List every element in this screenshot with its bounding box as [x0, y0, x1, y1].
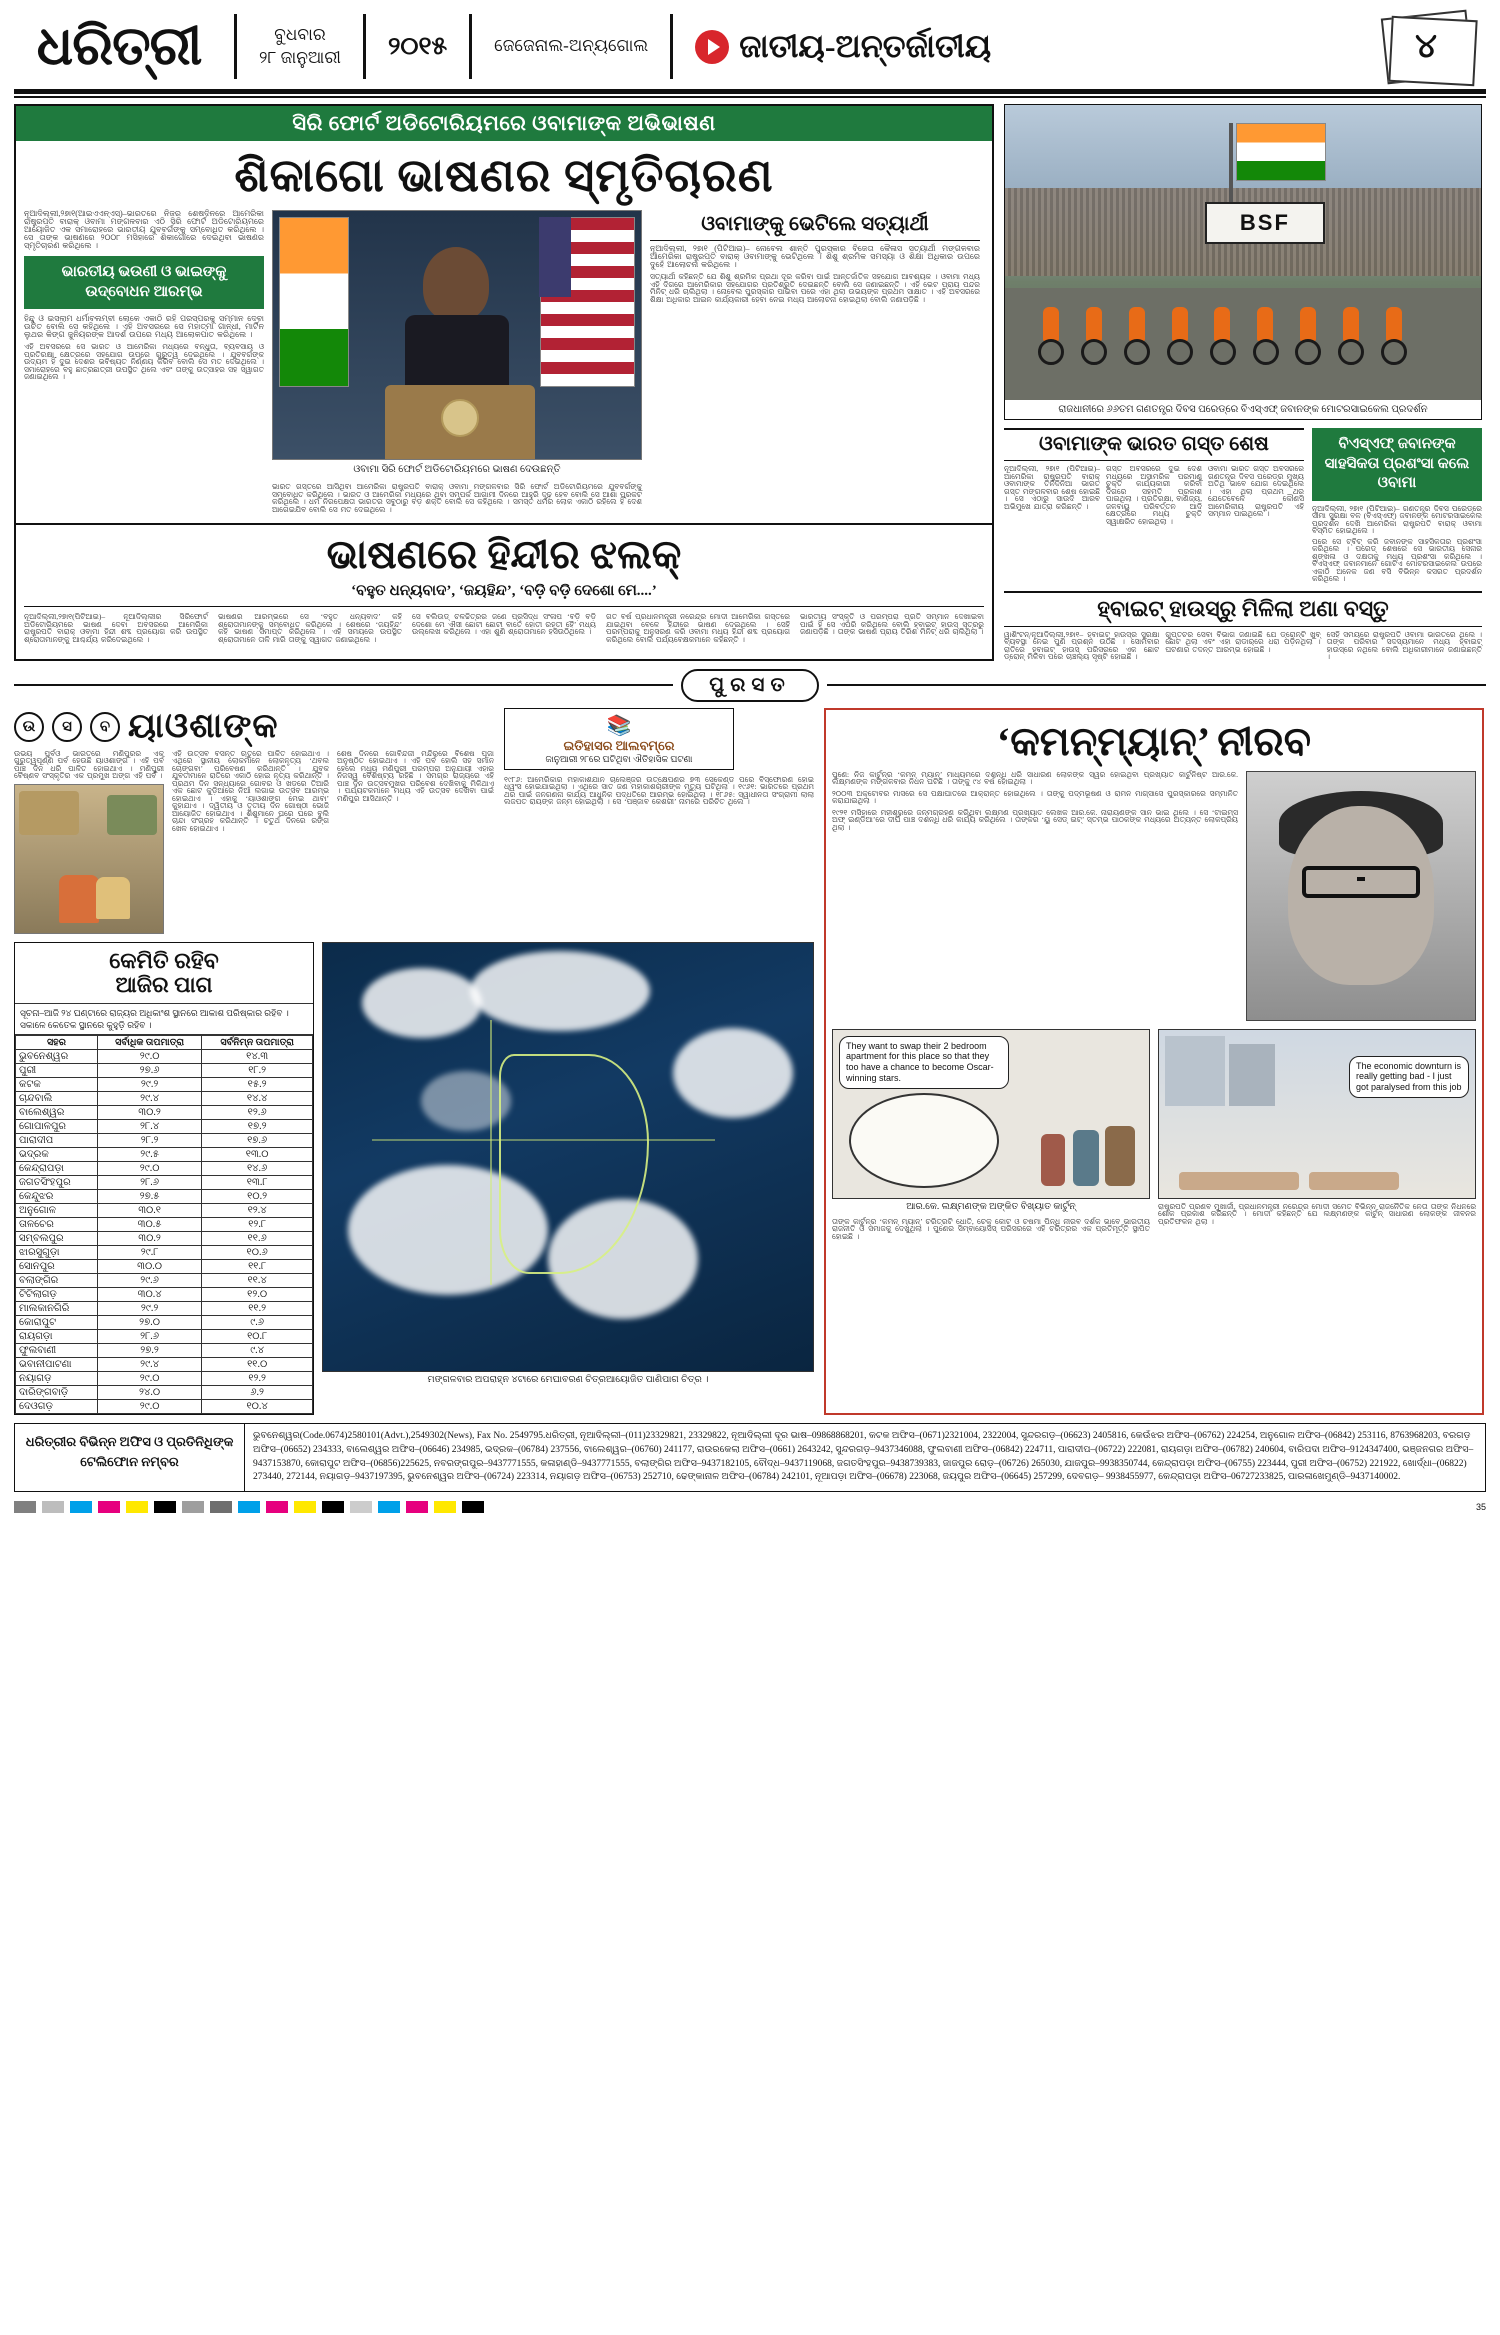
- divider: [363, 14, 366, 79]
- weather-min: ୧୭.୬: [202, 1134, 313, 1148]
- yaoshang-body: ଉଭୟ ପୂର୍ବଓ ଭାରତରେ ମଣିପୁରର ଏକ ଗୁରୁତ୍ୱପୂର୍ଣ୍ଣ ପର୍ବ ହେଉଛି ୟାଓଶାଙ୍ଗ । ଏହି ପର୍ବ ପାଞ୍ଚ ଦିନ ଧରି ପାଳିତ ହୋଇଥାଏ । ମଣିପୁରୀ ବୈଷ୍ଣବ ସଂସ୍କୃତିର ଏକ ପ୍ରମୁଖ ଅଙ୍ଗ ଏହି ପର୍ବ ।: [14, 748, 164, 780]
- lead-col1-body: ନୂଆଦିଲ୍ଲୀ,୨୭ା୧(ଆଇଏଏନ୍ଏସ୍)–ଭାରତରେ ନିଜର ଶେଷଦିନରେ ଆମେରିକା ରାଷ୍ଟ୍ରପତି ବାରାକ୍ ଓବାମା ମଙ୍ଗଳବାର ଏଠି ସିରି ଫୋର୍ଟ ଅଡିଟୋରିୟମରେ ଆୟୋଜିତ ଏକ ସମାରୋହରେ ଭାରତୀୟ ଯୁବବର୍ଗଙ୍କୁ ସମ୍ବୋଧିତ କରିଥିଲେ । ସେ ତାଙ୍କ ଭାଷଣରେ ୨୦୦୮ ମସିହାରେ ଶିକାଗୋରେ ଦେଇଥିବା ଭାଷଣର ସ୍ମୃତିଚାରଣ କରିଥିଲେ ।: [24, 209, 264, 250]
- weather-max: ୨୪.୦: [97, 1386, 201, 1400]
- lakshman-portrait: [1246, 771, 1476, 1021]
- hindi-body-filler-4: ଭାରତୀୟ ସଂସ୍କୃତି ଓ ପରମ୍ପରା ପ୍ରତି ସମ୍ମାନ ଦେଖାଇବା ପାଇଁ ହିଁ ସେ ଏପରି କରିଥିଲେ ବୋଲି ହ୍ବାଇଟ୍ ହାଉସ୍ ସୂତ୍ରରୁ ଜଣାପଡ଼ିଛି । ତାଙ୍କ ଭାଷଣ ପ୍ରାୟ ତିରିଶ ମିନିଟ୍ ଧରି ଚାଲିଥିଲା ।: [800, 612, 984, 636]
- lead-column-3: [650, 210, 980, 513]
- weather-city: ସୋନପୁର: [16, 1260, 98, 1274]
- yaoshang-filler1: ଏହି ଉତ୍ସବ ବସନ୍ତ ଋତୁରେ ପାଳିତ ହୋଇଥାଏ । ଏଥିରେ ସ୍ଥାନୀୟ ଲୋକମାନେ ଲୋକନୃତ୍ୟ ‘ଥବଲ ଚୋଙ୍ଗବା’ ପରିବେଷଣ କରିଥାନ୍ତି । ଯୁବକ ଯୁବତୀମାନେ ରାତିରେ ଏକାଠି ହୋଇ ନୃତ୍ୟ କରିଥାନ୍ତି । ପ୍ରଥମ ଦିନ ସନ୍ଧ୍ୟାରେ ଗୋବର ଓ ଖଡ଼ରେ ତିଆରି ଏକ ଛୋଟ କୁଡ଼ିଆରେ ନିଆଁ ଲଗାଇ ଉତ୍ସବ ଆରମ୍ଭ ହୋଇଥାଏ । ଏହାକୁ ‘ୟାଓଶାଙ୍ଗ ମେଇ ଥାବା’ କୁହାଯାଏ । ଦ୍ୱିତୀୟ ଓ ତୃତୀୟ ଦିନ ଗୋଷ୍ଠୀ ଭୋଜି ଆୟୋଜିତ ହୋଇଥାଏ । ଶିଶୁମାନେ ଘରେ ଘରେ ବୁଲି ଚାନ୍ଦା ସଂଗ୍ରହ କରିଥାନ୍ତି । ଚତୁର୍ଥ ଦିନରେ ରଙ୍ଗ ଖେଳ ହୋଇଥାଏ ।: [172, 748, 329, 833]
- table-row: [16, 1302, 313, 1316]
- weather-col-max: ସର୍ବାଧିକ ତାପମାତ୍ରା: [97, 1036, 201, 1050]
- footer-contacts: ଭୁବନେଶ୍ୱର(Code.0674)2580101(Advt.),2549302(News), Fax No. 2549795.ଧରିତ୍ରୀ, ନୂଆଦିଲ୍ଲୀ–(011)23329821, 23329822, ନୂଆଦିଲ୍ଲୀ ଦୂର ଭାଷ–09868868201, କଟକ ଅଫିସ–(0671)2321004, 2322004, ସୁନ୍ଦରଗଡ଼–(06623) 2405816, କେଉଁଝର ଅଫିସ–(06762) 224254, ଅନୁଗୋଳ ଅଫିସ–(06842) 253116, 8763968203, ବରଗଡ଼ ଅଫିସ–(06652) 234333, ବାଲେଶ୍ୱର ଅଫିସ–(06646) 234985, ଭଦ୍ରକ–(06784) 237556, ବାଲେଶ୍ୱର–(06760) 241177, ରାଉରକେଲା ଅଫିସ–(0661) 2643242, ସୁନ୍ଦରଗଡ଼–9437346088, ଫୁଲବାଣୀ ଅଫିସ–(06842) 224711, ପାରାଦୀପ–(06722) 222081, ରାୟଗଡ଼ା ଅଫିସ–(06782) 240604, ବାରିପଦା ଅଫିସ–9124347400, ଭଞ୍ଜନଗର ଅଫିସ–9437153870, କୋରାପୁଟ ଅଫିସ–(06856)225625, ନବରଙ୍ଗପୁର–9437771555, କଳାହାଣ୍ଡି–9437771555, ବଲାଙ୍ଗିର ଅଫିସ–9437182105, ବୌଦ୍ଧ–9437119068, ଜଗତସିଂହପୁର–9438739383, ଜାଜପୁର ରୋଡ଼–(06726) 265030, ଯାଜପୁର–9938350744, କେନ୍ଦ୍ରାପଡ଼ା ଅଫିସ–(06755) 223444, ପୁରୀ ଅଫିସ–(06752) 221922, ଖୋର୍ଦ୍ଧା–(06822) 273440, 272144, ନୟାଗଡ଼–9437197395, ଭୁବନେଶ୍ୱର ଅଫିସ–(06724) 223314, ନୟାଗଡ଼ ଅଫିସ–(06753) 252710, ଢେଙ୍କାନାଳ ଅଫିସ–(06784) 242101, ନୂଆପଡ଼ା ଅଫିସ–(06678) 223068, ଜୟପୁର ଅଫିସ–(06645) 257299, ଦେବଗଡ଼– 9938455977, କେନ୍ଦ୍ରାପଡ଼ା ଅଫିସ–06727233825, ପାରଳାଖେମୁଣ୍ଡି–9437140002.: [253, 1431, 1474, 1483]
- cartoon-1-label: ଆର.କେ. ଲକ୍ଷ୍ମଣଙ୍କ ଅଙ୍କିତ ବିଖ୍ୟାତ କାର୍ଟୁନ୍: [906, 1201, 1076, 1212]
- weather-max: ୩୦.୨: [97, 1106, 201, 1120]
- weather-city: ପୁରୀ: [16, 1064, 98, 1078]
- hindi-body-filler-1: ଭାଷଣର ଆରମ୍ଭରେ ସେ ‘ବହୁତ ଧନ୍ୟବାଦ’ କହି ଶ୍ରୋତାମାନଙ୍କୁ ସମ୍ବୋଧିତ କରିଥିଲେ । ଶେଷରେ ‘ଜୟହିନ୍ଦ’ କହି ଭାଷଣ ସମାପ୍ତ କରିଥିଲେ । ଏହି ସମୟରେ ଉପସ୍ଥିତ ଶ୍ରୋତାମାନେ ତାଳି ମାରି ତାଙ୍କୁ ସ୍ୱାଗତ ଜଣାଇଥିଲେ ।: [218, 612, 402, 644]
- whitehouse-headline: ହ୍ବାଇଟ୍ ହାଉସ୍‌ରୁ ମିଳିଲା ଅଣା ବସ୍ତୁ: [1004, 591, 1482, 627]
- weather-max: ୨୯.୬: [97, 1274, 201, 1288]
- book-icon: 📚: [606, 714, 632, 737]
- weather-note: ସୂଚନା–ଆଜି ୨୪ ଘଣ୍ଟାରେ ରାଜ୍ୟର ଅଧିକାଂଶ ସ୍ଥାନରେ ଆକାଶ ପରିଷ୍କାର ରହିବ । ସକାଳେ କେତେକ ସ୍ଥାନରେ କୁହୁଡ଼ି ରହିବ ।: [15, 1003, 313, 1035]
- weather-min: ୧୧.୮: [202, 1260, 313, 1274]
- ithihas-title: ଇତିହାସର ଆଲବମ୍‌ରେ: [563, 737, 675, 753]
- weather-min: ୧୭.୨: [202, 1120, 313, 1134]
- weather-title: [15, 943, 313, 1003]
- table-row: [16, 1190, 313, 1204]
- weather-max: ୨୮.୬: [97, 1176, 201, 1190]
- parade-photo-box: [1004, 104, 1482, 420]
- obama-visit-end-body: ନୂଆଦିଲ୍ଲୀ, ୨୭ା୧ (ପିଟିଆଇ)– ଆମେରିକା ରାଷ୍ଟ୍ରପତି ବାରାକ୍ ଓବାମାଙ୍କ ତିନିଦିନିଆ ଭାରତ ଗସ୍ତ ମଙ୍ଗଳବାର ଶେଷ ହୋଇଛି । ସେ ଏଠାରୁ ସାଉଦି ଆରବ ଅଭିମୁଖେ ଯାତ୍ରା କରିଛନ୍ତି ।: [1004, 464, 1100, 511]
- weather-city: କୋରାପୁଟ: [16, 1316, 98, 1330]
- yaoshang-title: ୟାଓଶାଙ୍କ: [128, 707, 279, 745]
- lead-col2-filler: ଭାରତ ଗସ୍ତରେ ଆସିଥିବା ଆମେରିକା ରାଷ୍ଟ୍ରପତି ବାରାକ୍ ଓବାମା ମଙ୍ଗଳବାର ସିରି ଫୋର୍ଟ ଅଡିଟୋରିୟମରେ ଯୁବବର୍ଗଙ୍କୁ ସମ୍ବୋଧିତ କରିଥିଲେ । ଭାରତ ଓ ଆମେରିକା ମଧ୍ୟରେ ଥିବା ସମ୍ପର୍କ ଆଗାମୀ ଦିନରେ ଆହୁରି ଦୃଢ଼ ହେବ ବୋଲି ସେ ଆଶା ପ୍ରକଟ କରିଥିଲେ । ଧର୍ମ ନିରପେକ୍ଷତା ଭାରତର ସବୁଠାରୁ ବଡ଼ ଶକ୍ତି ବୋଲି ସେ କହିଥିଲେ । ସମସ୍ତ ଧର୍ମର ଲୋକ ଏକାଠି ରହିଲେ ହିଁ ଦେଶ ଆଗେଇଯିବ ବୋଲି ସେ ମତ ଦେଇଥିଲେ ।: [272, 482, 642, 514]
- lead-column-1: [24, 210, 264, 513]
- table-row: [16, 1246, 313, 1260]
- weather-max: ୨୯.୫: [97, 1148, 201, 1162]
- whitehouse-filler2: ସେହି ସମୟରେ ରାଷ୍ଟ୍ରପତି ଓବାମା ଭାରତରେ ଥିଲେ । ତାଙ୍କ ପରିବାର ସଦସ୍ୟମାନେ ମଧ୍ୟ ହ୍ବାଇଟ୍ ହାଉସ୍‌ରେ ନଥିଲେ ବୋଲି ଅଧିକାରୀମାନେ ଜଣାଇଛନ୍ତି ।: [1326, 629, 1482, 661]
- comman-filler3: ରାଷ୍ଟ୍ରପତି ପ୍ରଣବ ମୁଖାର୍ଜୀ, ପ୍ରଧାନମନ୍ତ୍ରୀ ନରେନ୍ଦ୍ର ମୋଦୀ ସମେତ ବିଭିନ୍ନ ରାଜନୈତିକ ନେତା ତାଙ୍କ ନିଧନରେ ଶୋକ ପ୍ରକାଶ କରିଛନ୍ତି । ମୋଦୀ କହିଛନ୍ତି ଯେ ଲକ୍ଷ୍ମଣଙ୍କ କାର୍ଟୁନ୍ ସାଧାରଣ ଲୋକଙ୍କ ଜୀବନର ପ୍ରତିଫଳନ ଥିଲା ।: [1158, 1201, 1477, 1226]
- purasat-label: ପୁରସତ: [681, 669, 818, 702]
- whitehouse-filler1: ଗୁପ୍ତଚର ସେବା ବିଭାଗ ଜଣାଇଛି ଯେ ଡ୍ରୋନ୍‌ଟି ଖୁବ୍ ଛୋଟ ଥିଲା ଏବଂ ଏହା ରାଡାର୍‌ରେ ଧରା ପଡ଼ିନଥିଲା । ଘଟଣାର ତଦନ୍ତ ଆରମ୍ଭ ହୋଇଛି ।: [1165, 629, 1321, 654]
- weather-city: ପାରାଦୀପ: [16, 1134, 98, 1148]
- weather-city: ଭଦ୍ରକ: [16, 1148, 98, 1162]
- weather-max: ୨୯.୦: [97, 1372, 201, 1386]
- weather-min: ୧୩.୦: [202, 1148, 313, 1162]
- weather-min: ୧୦.୬: [202, 1246, 313, 1260]
- weather-max: ୩୦.୪: [97, 1288, 201, 1302]
- table-row: [16, 1358, 313, 1372]
- weather-title-line2: ଆଜିର ପାଗ: [115, 971, 213, 997]
- divider: [234, 14, 237, 79]
- yaoshang-photo: [14, 784, 164, 934]
- footer-page-label: 35: [1475, 1502, 1486, 1513]
- table-row: [16, 1078, 313, 1092]
- weather-max: ୨୯.୦: [97, 1050, 201, 1064]
- weather-max: ୩୦.୦: [97, 1260, 201, 1274]
- obama-visit-end-headline: ଓବାମାଙ୍କ ଭାରତ ଗସ୍ତ ଶେଷ: [1004, 428, 1304, 461]
- weather-max: ୨୮.୬: [97, 1330, 201, 1344]
- footer-title: ଧରିତ୍ରୀର ବିଭିନ୍ନ ଅଫିସ ଓ ପ୍ରତିନିଧିଙ୍କ ଟେଲିଫୋନ ନମ୍ବର: [15, 1424, 245, 1491]
- footer: [14, 1423, 1486, 1492]
- weather-city: ଝାରସୁଗୁଡ଼ା: [16, 1246, 98, 1260]
- letter-badge-u: ଉ: [14, 712, 44, 742]
- hindi-quote: ‘ବହୁତ ଧନ୍ୟବାଦ’, ‘ଜୟହିନ୍ଦ’, ‘ବଡ଼ି ବଡ଼ି ଦେଶୋ ମେ....’: [24, 580, 984, 607]
- weather-city: ବଲାଙ୍ଗିର: [16, 1274, 98, 1288]
- weather-max: ୨୯.୨: [97, 1078, 201, 1092]
- table-row: [16, 1232, 313, 1246]
- lead-column-2: [272, 210, 642, 513]
- weather-city: ମାଲକାନଗିରି: [16, 1302, 98, 1316]
- lead-headline: ଶିକାଗୋ ଭାଷଣର ସ୍ମୃତିଚାରଣ: [234, 150, 774, 201]
- weather-min: ୧୦.୪: [202, 1400, 313, 1414]
- table-row: [16, 1274, 313, 1288]
- ithihas-sub: ଜାନୁଆରୀ ୨୮ରେ ଘଟିଥିବା ଐତିହାସିକ ଘଟଣା: [545, 753, 693, 764]
- weather-city: ଗୋପାଳପୁର: [16, 1120, 98, 1134]
- masthead: [14, 0, 1486, 85]
- weather-min: ୯.୪: [202, 1344, 313, 1358]
- weather-section: [14, 942, 814, 1416]
- cartoon-2-caption: The economic downturn is really getting bad - I just got paralysed from this job: [1349, 1056, 1469, 1098]
- weather-min: ୯.୬: [202, 1316, 313, 1330]
- bsf-banner: BSF: [1205, 202, 1325, 244]
- table-row: [16, 1400, 313, 1414]
- right-articles: [1004, 428, 1482, 583]
- obama-visit-end-filler2: ଓବାମା ଭାରତ ଗସ୍ତ ଅବସରରେ ଗଣତନ୍ତ୍ର ଦିବସ ପରେଡ୍‌ର ମୁଖ୍ୟ ଅତିଥି ଭାବେ ଯୋଗ ଦେଇଥିଲେ । ଏହା ଥିଲା ପ୍ରଥମ ଥର ଯେତେବେଳେ କୌଣସି ଆମେରିକୀୟ ରାଷ୍ଟ୍ରପତି ଏହି ସମ୍ମାନ ପାଇଥିଲେ ।: [1208, 464, 1304, 518]
- weather-city: ତାଳଚେର: [16, 1218, 98, 1232]
- weather-max: ୨୭.୬: [97, 1064, 201, 1078]
- table-row: [16, 1064, 313, 1078]
- weather-max: ୨୭.୨: [97, 1344, 201, 1358]
- logo-text: ଧରିତ୍ରୀ: [36, 16, 202, 76]
- category-title: ଜାତୀୟ-ଅନ୍ତର୍ଜାତୀୟ: [739, 27, 992, 64]
- weather-min: ୧୨.୪: [202, 1204, 313, 1218]
- mid-section: [14, 708, 1486, 1416]
- purasat-band: [14, 669, 1486, 702]
- mid-left-column: [14, 708, 814, 1416]
- ithihas-box: [504, 708, 734, 770]
- obama-visit-end-filler: ଗସ୍ତ ଅବସରରେ ଦୁଇ ଦେଶ ମଧ୍ୟରେ ଅସାମରିକ ପରମାଣୁ ଚୁକ୍ତି କାର୍ଯ୍ୟକାରୀ କରିବା ଦିଗରେ ସହମତି ପ୍ରକାଶ ପାଇଥିଲା । ପ୍ରତିରକ୍ଷା, ବାଣିଜ୍ୟ, ଜଳବାୟୁ ପରିବର୍ତ୍ତନ ଆଦି କ୍ଷେତ୍ରରେ ମଧ୍ୟ ଚୁକ୍ତି ସ୍ୱାକ୍ଷରିତ ହୋଇଥିଲା ।: [1106, 464, 1202, 526]
- table-row: [16, 1344, 313, 1358]
- weather-max: ୨୮.୨: [97, 1134, 201, 1148]
- bsf-praise-body: ନୂଆଦିଲ୍ଲୀ, ୨୭ା୧ (ପିଟିଆଇ)– ଗଣତନ୍ତ୍ର ଦିବସ ପରେଡ୍‌ରେ ସୀମା ସୁରକ୍ଷା ବଳ (ବିଏସ୍‌ଏଫ୍) ଜବାନଙ୍କ ମୋଟରସାଇକେଲ ପ୍ରଦର୍ଶନ ଦେଖି ଆମେରିକା ରାଷ୍ଟ୍ରପତି ବାରାକ୍ ଓବାମା ବିସ୍ମିତ ହୋଇଥିଲେ ।: [1312, 503, 1482, 535]
- weather-min: ୧୪.୬: [202, 1162, 313, 1176]
- table-row: [16, 1204, 313, 1218]
- right-article-3: [1004, 591, 1482, 661]
- weather-city: ଦେଓଗଡ଼: [16, 1400, 98, 1414]
- lead-article: [14, 104, 994, 661]
- weather-city: ସମ୍ବଲପୁର: [16, 1232, 98, 1246]
- right-article-2: [1312, 428, 1482, 583]
- comman-filler: ୧୯୨୧ ମସିହାରେ ମହୀଶୂରରେ ଜନ୍ମଗ୍ରହଣ କରିଥିବା ଲକ୍ଷ୍ମଣ ପ୍ରଖ୍ୟାତ ଲେଖକ ଆର.କେ. ନାରାୟଣଙ୍କ ସାନ ଭାଇ ଥିଲେ । ସେ ‘ଟାଇମ୍ସ ଅଫ୍ ଇଣ୍ଡିଆ’ରେ ଦୀର୍ଘ ପାଞ୍ଚ ଦଶନ୍ଧି ଧରି କାର୍ଯ୍ୟ କରିଥିଲେ । ତାଙ୍କର ‘ୟୁ ସେଡ୍ ଇଟ୍’ ସ୍ତମ୍ଭ ପାଠକଙ୍କ ମଧ୍ୟରେ ଅତ୍ୟନ୍ତ ଲୋକପ୍ରିୟ ଥିଲା ।: [832, 807, 1238, 832]
- obama-speech-photo: [272, 210, 642, 460]
- weather-table-body: [16, 1050, 313, 1414]
- weather-city: କେନ୍ଦ୍ରାପଡ଼ା: [16, 1162, 98, 1176]
- weather-city: କେନ୍ଦୁଝର: [16, 1190, 98, 1204]
- masthead-rule-thin: [14, 96, 1486, 98]
- weather-min: ୧୨.୨: [202, 1372, 313, 1386]
- weather-max: ୩୦.୧: [97, 1204, 201, 1218]
- divider: [670, 14, 673, 79]
- table-row: [16, 1120, 313, 1134]
- lead-col1-body2: ହିନ୍ଦୁ ଓ ଇସଲାମ ଧର୍ମାବଲମ୍ବୀ ଲୋକେ ଏକାଠି ରହି ପରସ୍ପରକୁ ସମ୍ମାନ ଦେବା ଉଚିତ ବୋଲି ସେ କହିଥିଲେ । ଏହି ଅବସରରେ ସେ ମହାତ୍ମା ଗାନ୍ଧୀ, ମାର୍ଟିନ ଲୁଥର କିଙ୍ଗ ଜୁନିୟରଙ୍କ ଆଦର୍ଶ ଉପରେ ମଧ୍ୟ ଆଲୋକପାତ କରିଥିଲେ ।: [24, 314, 264, 339]
- play-icon: [695, 30, 729, 64]
- weather-title-line1: କେମିତି ରହିବ: [109, 947, 219, 973]
- masthead-year-text: ୨୦୧୫: [387, 32, 448, 60]
- page-number-badge: [1366, 8, 1486, 85]
- masthead-date-text: ୨୮ ଜାନୁଆରୀ: [259, 47, 341, 67]
- lead-col1-subhead: ଭାରତୀୟ ଭଉଣୀ ଓ ଭାଇଙ୍କୁ ଉଦ୍‌ବୋଧନ ଆରମ୍ଭ: [24, 256, 264, 309]
- weather-max: ୨୯.୪: [97, 1092, 201, 1106]
- table-row: [16, 1316, 313, 1330]
- satellite-image: [322, 942, 814, 1372]
- weather-table-header: [16, 1036, 313, 1050]
- satellite-caption: ମଙ୍ଗଳବାର ଅପରାହ୍ନ ୪ଟାରେ ମେଘାବରଣ ଚିତ୍ରଆୟୋଜିତ ପାଣିପାଗ ଚିତ୍ର ।: [427, 1374, 709, 1385]
- table-row: [16, 1218, 313, 1232]
- table-row: [16, 1148, 313, 1162]
- bsf-praise-filler: ପରେ ସେ ଟ୍ବିଟ୍ କରି ଜବାନଙ୍କ ସାହସିକତାର ପ୍ରଶଂସା କରିଥିଲେ । ପରେଡ୍ ଶେଷରେ ସେ ଭାରତୀୟ ସେନାର ଶୃଙ୍ଖଳା ଓ ଦକ୍ଷତାକୁ ମଧ୍ୟ ପ୍ରଶଂସା କରିଥିଲେ । ବିଏସ୍‌ଏଫ୍ ଜବାନମାନେ ଗୋଟିଏ ମୋଟରସାଇକେଲ ଉପରେ ଏକାଠି ଅନେକ ଜଣ ବସି ବିଭିନ୍ନ କସରତ ପ୍ରଦର୍ଶନ କରିଥିଲେ ।: [1312, 536, 1482, 583]
- yaoshang-header: [14, 708, 494, 746]
- weather-city: ନୟାଗଡ଼: [16, 1372, 98, 1386]
- print-color-bar: [14, 1498, 1486, 1516]
- top-section: [14, 104, 1486, 661]
- weather-min: ୧୪.୪: [202, 1092, 313, 1106]
- weather-city: ଭବାନୀପାଟଣା: [16, 1358, 98, 1372]
- table-row: [16, 1372, 313, 1386]
- comman-body: ପୁଣେ: ନିଜ କାର୍ଟୁନ୍‌ର ‘କମନ୍ ମ୍ୟାନ୍’ ମାଧ୍ୟମରେ ଦଶନ୍ଧି ଧରି ସାଧାରଣ ଲୋକଙ୍କ ସ୍ୱର ହୋଇଥିବା ପ୍ରଖ୍ୟାତ କାର୍ଟୁନିଷ୍ଟ ଆର.କେ. ଲକ୍ଷ୍ମଣଙ୍କ ମଙ୍ଗଳବାର ନିଧନ ଘଟିଛି । ତାଙ୍କୁ ୯୪ ବର୍ଷ ହୋଇଥିଲା ।: [832, 769, 1238, 786]
- divider: [469, 14, 472, 79]
- weather-min: ୧୨.୬: [202, 1106, 313, 1120]
- satyarthi-filler: ସତ୍ୟାର୍ଥୀ କହିଛନ୍ତି ଯେ ଶିଶୁ ଶ୍ରମିକ ପ୍ରଥା ଦୂର କରିବା ପାଇଁ ଆନ୍ତର୍ଜାତିକ ସହଯୋଗ ଆବଶ୍ୟକ । ଓବାମା ମଧ୍ୟ ଏହି ଦିଗରେ ଆମେରିକାର ସହଯୋଗର ପ୍ରତିଶ୍ରୁତି ଦେଇଛନ୍ତି ବୋଲି ସେ ଜଣାଇଛନ୍ତି । ଏହି ଭେଟ ପ୍ରାୟ ପନ୍ଦର ମିନିଟ୍ ଧରି ଚାଲିଥିଲା । ନୋବେଲ ପୁରସ୍କାର ପାଇବା ପରେ ଏହା ଥିଲା ଉଭୟଙ୍କ ପ୍ରଥମ ସାକ୍ଷାତ । ଏହି ଅବସରରେ ଶିକ୍ଷା ଅଧିକାର ଆଇନ କାର୍ଯ୍ୟକାରୀ ହେବା ନେଇ ମଧ୍ୟ ଆଲୋଚନା ହୋଇଥିଲା ବୋଲି ଜଣାପଡ଼ିଛି ।: [650, 272, 980, 304]
- cartoon-1-caption: They want to swap their 2 bedroom apartment for this place so that they too have a chance to become Oscar-winning stars.: [839, 1036, 1009, 1089]
- weather-max: ୨୭.୦: [97, 1316, 201, 1330]
- weather-max: ୨୯.୪: [97, 1358, 201, 1372]
- weather-max: ୨୯.୦: [97, 1162, 201, 1176]
- weather-max: ୨୯.୮: [97, 1246, 201, 1260]
- weather-min: ୧୧.୨: [202, 1302, 313, 1316]
- lead-kicker: ସିରି ଫୋର୍ଟ ଅଡିଟୋରିୟମରେ ଓବାମାଙ୍କ ଅଭିଭାଷଣ: [16, 106, 992, 141]
- hindi-body-filler-3: ଗତ ବର୍ଷ ପ୍ରଧାନମନ୍ତ୍ରୀ ନରେନ୍ଦ୍ର ମୋଦୀ ଆମେରିକା ଗସ୍ତରେ ଯାଇଥିବା ବେଳେ ହିନ୍ଦୀରେ ଭାଷଣ ଦେଇଥିଲେ । ସେହି ପରମ୍ପରାକୁ ଅନୁସରଣ କରି ଓବାମା ମଧ୍ୟ ହିନ୍ଦୀ ଶବ୍ଦ ପ୍ରୟୋଗ କରିଥିଲେ ବୋଲି ପର୍ଯ୍ୟବେକ୍ଷକମାନେ କହିଛନ୍ତି ।: [606, 612, 790, 644]
- weather-min: ୧୨.୮: [202, 1218, 313, 1232]
- table-row: [16, 1092, 313, 1106]
- comman-filler2: ତାଙ୍କ କାର୍ଟୁନ୍‌ର ‘କମନ୍ ମ୍ୟାନ୍’ ଚରିତ୍ରଟି ଧୋତି, ଚେକ୍ କୋଟ ଓ ଚଷମା ପିନ୍ଧି ନୀରବ ଦର୍ଶକ ଭାବେ ଭାରତୀୟ ରାଜନୀତି ଓ ସମାଜକୁ ଦେଖୁଥିଲା । ପୁଣେର ସିମ୍ବାୟୋସିସ୍ ପରିସରରେ ଏହି ଚରିତ୍ରର ଏକ ପ୍ରତିମୂର୍ତ୍ତି ସ୍ଥାପିତ ହୋଇଛି ।: [832, 1216, 1150, 1241]
- bsf-praise-headline: ବିଏସ୍‌ଏଫ୍ ଜବାନଙ୍କ ସାହସିକତା ପ୍ରଶଂସା କଲେ ଓବାମା: [1312, 428, 1482, 501]
- cartoon-2: [1158, 1029, 1476, 1199]
- masthead-year: [376, 8, 459, 85]
- masthead-edition-text: ଜେଜେନାଲ-ଅନ୍ୟଗୋଲ: [494, 36, 649, 56]
- weather-min: ୧୧.୬: [202, 1232, 313, 1246]
- table-row: [16, 1050, 313, 1064]
- table-row: [16, 1162, 313, 1176]
- table-row: [16, 1260, 313, 1274]
- weather-max: ୨୮.୪: [97, 1120, 201, 1134]
- weather-min: ୧୦.୨: [202, 1190, 313, 1204]
- weather-city: ବାଲେଶ୍ୱର: [16, 1106, 98, 1120]
- weather-min: ୧୧.୪: [202, 1274, 313, 1288]
- parade-caption: ରାଜଧାନୀରେ ୬୬ତମ ଗଣତନ୍ତ୍ର ଦିବସ ପରେଡ୍‌ରେ ବିଏସ୍‌ଏଫ୍ ଜବାନଙ୍କ ମୋଟରସାଇକେଲ ପ୍ରଦର୍ଶନ: [1058, 404, 1428, 415]
- weather-min: ୧୫.୨: [202, 1078, 313, 1092]
- table-row: [16, 1288, 313, 1302]
- weather-city: ଫୁଲବାଣୀ: [16, 1344, 98, 1358]
- weather-min: ୬.୨: [202, 1386, 313, 1400]
- masthead-edition: [482, 8, 660, 85]
- weather-min: ୧୦.୮: [202, 1330, 313, 1344]
- photo-caption: ଓବାମା ସିରି ଫୋର୍ଟ ଅଡିଟୋରିୟମରେ ଭାଷଣ ଦେଉଛନ୍ତି: [353, 464, 561, 475]
- table-row: [16, 1330, 313, 1344]
- cartoon-1: [832, 1029, 1150, 1199]
- weather-city: ଟିଟିଲାଗଡ଼: [16, 1288, 98, 1302]
- weather-city: ରାୟଗଡ଼ା: [16, 1330, 98, 1344]
- weather-col-city: ସହର: [16, 1036, 98, 1050]
- weather-city: ଜଗତସିଂହପୁର: [16, 1176, 98, 1190]
- right-column: [1004, 104, 1482, 661]
- masthead-category: [683, 8, 1003, 85]
- satyarthi-body: ନୂଆଦିଲ୍ଲୀ, ୨୭ା୧ (ପିଟିଆଇ)– ନୋବେଲ ଶାନ୍ତି ପୁରସ୍କାର ବିଜେତା କୈଳାସ ସତ୍ୟାର୍ଥୀ ମଙ୍ଗଳବାର ଆମେରିକା ରାଷ୍ଟ୍ରପତି ବାରାକ୍ ଓବାମାଙ୍କୁ ଭେଟିଥିଲେ । ଶିଶୁ ଶ୍ରମିକ ସମସ୍ୟା ଓ ଶିକ୍ଷା ଅଧିକାର ଉପରେ ଦୁହେଁ ଆଲୋଚନା କରିଥିଲେ ।: [650, 244, 980, 269]
- weather-max: ୨୯.୨: [97, 1302, 201, 1316]
- right-article-1: [1004, 428, 1304, 583]
- weather-min: ୧୨.୦: [202, 1288, 313, 1302]
- newspaper-logo: [14, 8, 224, 85]
- lakshman-article: [824, 708, 1484, 1416]
- yaoshang-filler2: ଶେଷ ଦିନରେ ଗୋବିନ୍ଦଜୀ ମନ୍ଦିରରେ ବିଶେଷ ପୂଜା ଅନୁଷ୍ଠିତ ହୋଇଥାଏ । ଏହି ପର୍ବ ହୋଲି ସହ ସମାନ ହେଲେ ମଧ୍ୟ ମଣିପୁରୀ ପରମ୍ପରା ଅନୁଯାୟୀ ଏହାର ନିଜସ୍ୱ ବୈଶିଷ୍ଟ୍ୟ ରହିଛି । ସମଗ୍ର ରାଜ୍ୟରେ ଏହି ପାଞ୍ଚ ଦିନ ଉତ୍ସବମୁଖର ପରିବେଶ ଦେଖିବାକୁ ମିଳିଥାଏ । ପର୍ଯ୍ୟଟକମାନେ ମଧ୍ୟ ଏହି ଉତ୍ସବ ଦେଖିବା ପାଇଁ ମଣିପୁର ଆସିଥାନ୍ତି ।: [337, 748, 494, 803]
- lead-col1-filler: ଏହି ଅବସରରେ ସେ ଭାରତ ଓ ଆମେରିକା ମଧ୍ୟରେ ବନ୍ଧୁତା, ବ୍ୟବସାୟ ଓ ପ୍ରତିରକ୍ଷା କ୍ଷେତ୍ରରେ ସହଯୋଗ ଉପରେ ଗୁରୁତ୍ୱ ଦେଇଥିଲେ । ଯୁବବର୍ଗଙ୍କ ଉଦ୍ୟମ ହିଁ ଦୁଇ ଦେଶର ଭବିଷ୍ୟତ ନିର୍ଣ୍ଣୟ କରିବ ବୋଲି ସେ ମତ ଦେଇଥିଲେ । ସମାରୋହରେ ବହୁ ଛାତ୍ରଛାତ୍ରୀ ଉପସ୍ଥିତ ଥିଲେ ଏବଂ ତାଙ୍କୁ ଉତ୍ସାହର ସହ ସ୍ୱାଗତ ଜଣାଇଥିଲେ ।: [24, 342, 264, 381]
- table-row: [16, 1134, 313, 1148]
- hindi-headline: ଭାଷଣରେ ହିନ୍ଦୀର ଝଲକ୍: [16, 523, 992, 580]
- weather-max: ୨୯.୦: [97, 1400, 201, 1414]
- indian-flag-icon: [1236, 123, 1326, 181]
- whitehouse-body: ୱାଶିଂଟନ୍/ନୂଆଦିଲ୍ଲୀ,୨୭ା୧– ହ୍ବାଇଟ୍ ହାଉସ୍‌ର ସୁରକ୍ଷା ବ୍ୟବସ୍ଥା ନେଇ ପୁଣି ପ୍ରଶ୍ନ ଉଠିଛି । ସୋମବାର ରାତିରେ ହ୍ବାଇଟ୍ ହାଉସ୍ ପରିସରରେ ଏକ ଛୋଟ ଡ୍ରୋନ୍ ମିଳିବା ପରେ ଚାଞ୍ଚଲ୍ୟ ସୃଷ୍ଟି ହୋଇଛି ।: [1004, 629, 1160, 661]
- weather-min: ୧୮.୨: [202, 1064, 313, 1078]
- table-row: [16, 1106, 313, 1120]
- masthead-day: ବୁଧବାର: [274, 24, 326, 44]
- weather-max: ୨୭.୫: [97, 1190, 201, 1204]
- hindi-body: ନୂଆଦିଲ୍ଲୀ,୨୭ା୧(ପିଟିଆଇ)– ନୂଆଦିଲ୍ଲୀର ସିରିଫୋର୍ଟ ଅଡିଟୋରିୟମରେ ଭାଷଣ ଦେବା ଅବସରରେ ଆମେରିକା ରାଷ୍ଟ୍ରପତି ବାରାକ୍ ଓବାମା ହିନ୍ଦୀ ଶବ୍ଦ ପ୍ରୟୋଗ କରି ଉପସ୍ଥିତ ଶ୍ରୋତାମାନଙ୍କୁ ଆଶ୍ଚର୍ଯ୍ୟ କରିଦେଇଥିଲେ ।: [24, 612, 208, 644]
- table-row: [16, 1386, 313, 1400]
- masthead-rule: [14, 89, 1486, 94]
- weather-city: ଚାନ୍ଦବାଲି: [16, 1092, 98, 1106]
- hindi-body-columns: [16, 613, 992, 651]
- weather-table: [15, 1035, 313, 1414]
- weather-city: କଟକ: [16, 1078, 98, 1092]
- ithihas-column: [504, 708, 814, 806]
- letter-badge-s: ସ: [52, 712, 82, 742]
- weather-min: ୧୧.୦: [202, 1358, 313, 1372]
- masthead-date: [247, 8, 353, 85]
- weather-max: ୩୦.୨: [97, 1232, 201, 1246]
- hindi-body-filler-2: ସେ ବଲିଉଡ୍ ଚଳଚ୍ଚିତ୍ରର ଜଣେ ପ୍ରସିଦ୍ଧ ସଂଳାପ ‘ବଡ଼ି ବଡ଼ି ଦେଶୋ ମେ ଐସୀ ଛୋଟୀ ଛୋଟୀ ବାତେଁ ହୋତୀ ରହତୀ ହୈ’ ମଧ୍ୟ ଉଲ୍ଲେଖ କରିଥିଲେ । ଏହା ଶୁଣି ଶ୍ରୋତାମାନେ ହସିଉଠିଥିଲେ ।: [412, 612, 596, 636]
- weather-min: ୧୪.୩: [202, 1050, 313, 1064]
- lead-columns: [16, 210, 992, 519]
- weather-city: ଦାରିଙ୍ଗବାଡ଼ି: [16, 1386, 98, 1400]
- weather-col-min: ସର୍ବନିମ୍ନ ତାପମାତ୍ରା: [202, 1036, 313, 1050]
- weather-max: ୩୦.୫: [97, 1218, 201, 1232]
- weather-city: ଅନୁଗୋଳ: [16, 1204, 98, 1218]
- parade-photo: [1005, 105, 1481, 400]
- comman-body2: ୨୦୦୩ ଅକ୍ଟୋବର ମାସରେ ସେ ପକ୍ଷାଘାତରେ ଆକ୍ରାନ୍ତ ହୋଇଥିଲେ । ତାଙ୍କୁ ପଦ୍ମଭୂଷଣ ଓ ରାମନ ମାଗ୍‌ସାସେ ପୁରସ୍କାରରେ ସମ୍ମାନିତ କରାଯାଇଥିଲା ।: [832, 788, 1238, 805]
- satellite-box: [322, 942, 814, 1416]
- comman-headline: ‘କମନ୍‌ମ୍ୟାନ୍’ ନୀରବ: [996, 718, 1312, 764]
- satyarthi-headline: ଓବାମାଙ୍କୁ ଭେଟିଲେ ସତ୍ୟାର୍ଥୀ: [650, 210, 980, 241]
- letter-badge-b: ବ: [90, 712, 120, 742]
- page-number: ୪: [1415, 27, 1437, 65]
- weather-city: ଭୁବନେଶ୍ୱର: [16, 1050, 98, 1064]
- weather-min: ୧୩.୮: [202, 1176, 313, 1190]
- ithihas-body: ୧୯୮୬: ଆମେରିକାର ମହାକାଶଯାନ ଚାଲେଞ୍ଜର ଉତ୍‌କ୍ଷେପଣର ୭୩ ସେକେଣ୍ଡ ପରେ ବିସ୍ଫୋରଣ ହୋଇ ଧ୍ୱଂସ ହୋଇଯାଇଥିଲା । ଏଥିରେ ସାତ ଜଣ ମହାକାଶଚାରୀଙ୍କ ମୃତ୍ୟୁ ଘଟିଥିଲା । ୧୯୬୧: ଭାରତରେ ପ୍ରଥମ ଥର ପାଇଁ ଜନଗଣନା କାର୍ଯ୍ୟ ଆଧୁନିକ ପଦ୍ଧତିରେ ଆରମ୍ଭ ହୋଇଥିଲା । ୧୮୬୫: ସ୍ୱାଧୀନତା ସଂଗ୍ରାମୀ ଲାଲା ଲଜପତ ରାୟଙ୍କ ଜନ୍ମ ହୋଇଥିଲା । ସେ ‘ପଞ୍ଜାବ କେଶରୀ’ ନାମରେ ପରିଚିତ ଥିଲେ ।: [504, 774, 814, 806]
- table-row: [16, 1176, 313, 1190]
- weather-table-box: [14, 942, 314, 1416]
